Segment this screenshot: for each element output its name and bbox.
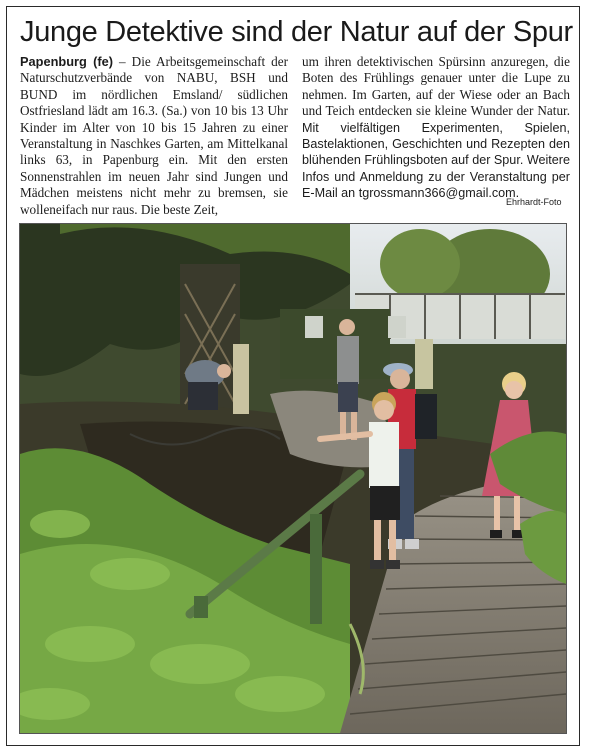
photo-credit: Ehrhardt-Foto [506, 197, 562, 207]
article-info-text: Mit vielfältigen Experimenten, Spielen, Bastelaktionen, Geschichten und Rezepten den blühenden Frühlingsboten auf der Spur. Weitere Infos und Anmeldung zu der Veranstaltung per E-Mail an tgrossmann366@gmail.com. [302, 120, 570, 201]
article-column-left [20, 54, 288, 218]
article-column-right [302, 54, 570, 202]
article-paragraph-left [20, 54, 288, 218]
article-body-right: um ihren detektivischen Spürsinn anzuregen, die Boten des Frühlings genauer unter die Lupe zu nehmen. Im Garten, auf der Wiese oder an Bach und Teich entdecken sie kleine Wunder der Natur. [302, 54, 570, 119]
article-photo [19, 223, 567, 734]
article-headline: Junge Detektive sind der Natur auf der Spur [20, 16, 573, 48]
garden-scene-illustration [20, 224, 566, 733]
article-dateline: Papenburg (fe) [20, 54, 114, 69]
article-body-left: – Die Arbeitsgemeinschaft der Naturschutzverbände von NABU, BSH und BUND im nördlichen Emsland/ südlichen Ostfriesland lädt am 16.3. (Sa.) von 10 bis 13 Uhr Kinder im Alter von 10 bis 15 Jahren zu einer Veranstaltung in Naschkes Garten, am Mittelkanal links 63, in Papenburg ein. Mit den ersten Sonnenstrahlen im neuen Jahr sind Jungen und Mädchen meistens nicht mehr zu bremsen, sie wolleneifach nur raus. Die beste Zeit, [20, 54, 289, 217]
article-paragraph-right [302, 54, 570, 202]
